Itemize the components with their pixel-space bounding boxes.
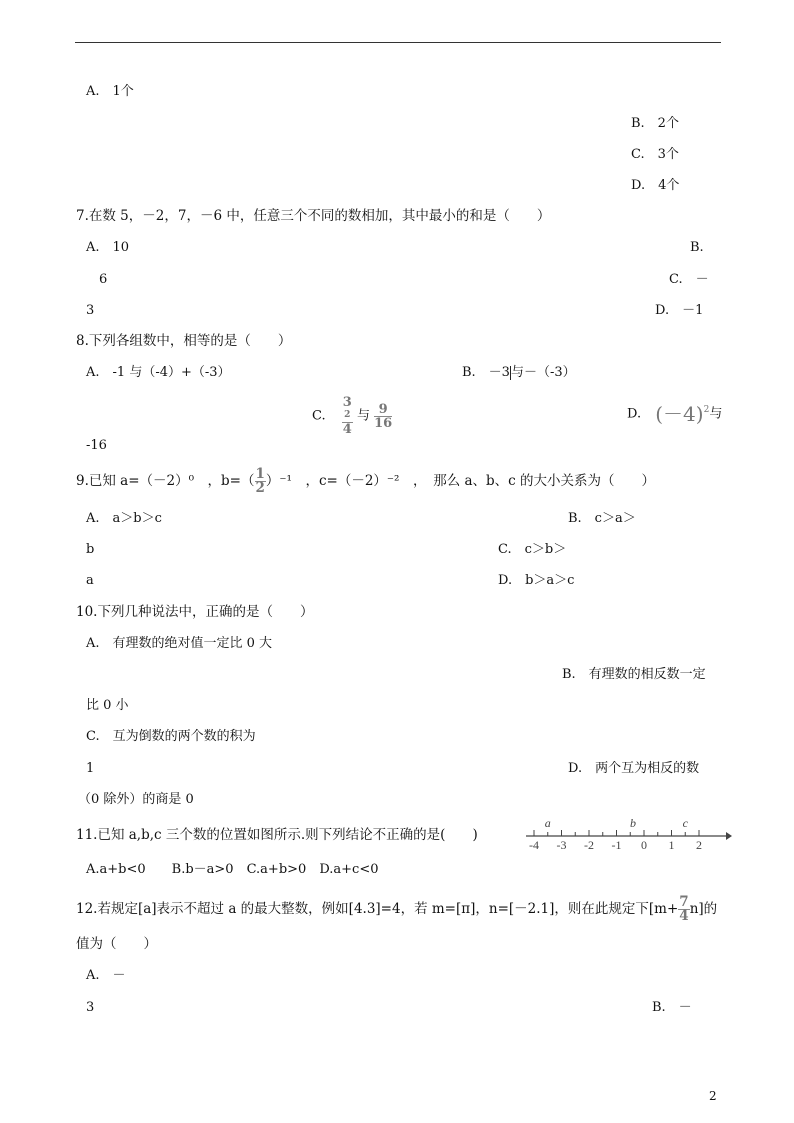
q9-option-b-value: b: [86, 542, 95, 557]
q8-option-d-base: (－4): [655, 401, 704, 426]
q8-option-d-exponent: 2: [703, 405, 710, 415]
q7-option-c-value: 3: [86, 303, 95, 318]
q8-stem: 8.下列各组数中，相等的是（ ）: [76, 333, 292, 349]
number-line-tick-label: -3: [556, 838, 567, 852]
q10-option-c[interactable]: C. 互为倒数的两个数的积为: [86, 729, 256, 744]
q12-option-a[interactable]: A. －: [86, 968, 126, 983]
q8-option-a[interactable]: A. -1 与（-4）+（-3）: [86, 365, 231, 380]
q8-option-d-value: -16: [86, 438, 107, 453]
fraction-7-over-4: $\frac{7}{4}$: [679, 894, 689, 924]
q8-option-d-label: D.: [627, 406, 642, 422]
q10-option-d[interactable]: D. 两个互为相反的数: [568, 761, 700, 776]
q9-option-c-value: a: [86, 573, 94, 588]
fraction-3sq-over-4: 3 2 4: [342, 395, 352, 437]
q7-stem: 7.在数 5，－2，7，－6 中，任意三个不同的数相加，其中最小的和是（ ）: [76, 208, 551, 224]
q8-option-b[interactable]: [462, 365, 576, 381]
number-line-labels: [529, 838, 702, 852]
q8-option-b-suffix: 与－（-3）: [510, 365, 576, 380]
q12-option-b[interactable]: B. －: [652, 1000, 692, 1015]
q6-option-a[interactable]: A. 1个: [86, 84, 134, 99]
fraction-1-over-2: $\frac{1}{2}$: [255, 466, 265, 496]
q10-option-a[interactable]: A. 有理数的绝对值一定比 0 大: [86, 636, 273, 651]
number-line-tick-label: -1: [611, 838, 622, 852]
q6-option-c[interactable]: C. 3个: [631, 147, 679, 162]
q12-option-a-value: 3: [86, 1000, 95, 1015]
q10-option-b-continuation: 比 0 小: [86, 698, 129, 713]
q7-option-c[interactable]: C. －: [669, 272, 709, 287]
q8-option-c-mid: 与: [356, 408, 370, 424]
q8-option-d-suffix: 与: [709, 406, 723, 422]
q10-stem: 10.下列几种说法中，正确的是（ ）: [76, 604, 314, 620]
number-line-point-b: b: [630, 816, 636, 830]
q8-option-c[interactable]: [312, 396, 392, 436]
q12-stem-continuation: 值为（ ）: [76, 936, 157, 952]
number-line-points: [545, 816, 689, 830]
number-line-point-a: a: [544, 816, 551, 830]
q9-option-a[interactable]: A. a＞b＞c: [86, 511, 162, 526]
q8-option-d[interactable]: [627, 396, 722, 428]
page-number: 2: [709, 1089, 717, 1103]
q11-options[interactable]: A.a+b<0 B.b－a>0 C.a+b>0 D.a+c<0: [86, 862, 379, 877]
q12-stem: 12.若规定[a]表示不超过 a 的最大整数，例如[4.3]=4，若 m=[π]，n=[－2.1]，则在此规定下[m+ $\frac{7}{4}$ n]的: [76, 894, 718, 924]
q10-option-d-continuation: （0 除外）的商是 0: [78, 792, 194, 807]
header-rule: [75, 42, 721, 43]
q10-option-c-value: 1: [86, 761, 95, 776]
q7-option-d[interactable]: D. －1: [655, 303, 704, 318]
number-line-arrow: [726, 832, 732, 840]
number-line-ticks: [534, 830, 699, 836]
q6-option-b[interactable]: B. 2个: [631, 116, 679, 131]
number-line-tick-label: -4: [529, 838, 539, 852]
q8-option-c-label: C.: [312, 408, 326, 424]
number-line-tick-label: -2: [584, 838, 594, 852]
number-line-tick-label: 0: [641, 838, 647, 852]
q11-stem: 11.已知 a,b,c 三个数的位置如图所示.则下列结论不正确的是( ): [76, 827, 478, 843]
fraction-9-over-16: $\frac{9}{16}$: [374, 401, 393, 431]
q8-option-b-prefix: B. －3: [462, 365, 510, 380]
number-line-figure: [522, 816, 732, 854]
q7-option-b-value: 6: [99, 272, 108, 287]
q9-stem: 9.已知 a=（－2）⁰ ，b=（ $\frac{1}{2}$ ）⁻¹ ，c=（－2）⁻² ， 那么 a、b、c 的大小关系为（ ）: [76, 466, 656, 496]
q10-option-b[interactable]: B. 有理数的相反数一定: [562, 667, 706, 682]
q6-option-d[interactable]: D. 4个: [631, 178, 680, 193]
q7-option-a[interactable]: A. 10: [86, 240, 130, 255]
q7-option-b[interactable]: B.: [690, 240, 704, 255]
q9-option-b[interactable]: B. c＞a＞: [568, 511, 636, 526]
q9-option-d[interactable]: D. b＞a＞c: [498, 573, 575, 588]
number-line-tick-label: 1: [668, 838, 675, 852]
q9-option-c[interactable]: C. c＞b＞: [498, 542, 567, 557]
number-line-tick-label: 2: [696, 838, 702, 852]
number-line-point-c: c: [682, 816, 688, 830]
